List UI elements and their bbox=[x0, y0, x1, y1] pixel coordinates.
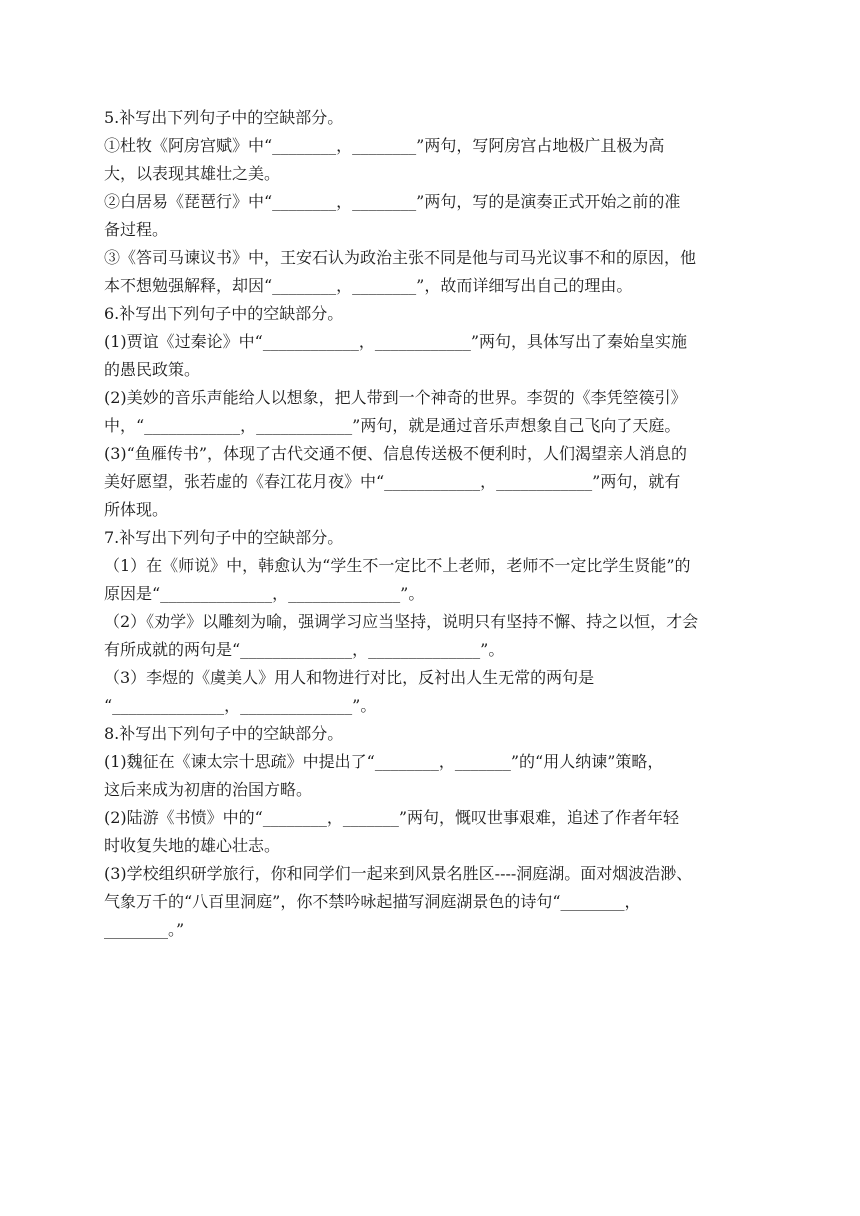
question-8-item-1-line-2: 这后来成为初唐的治国方略。 bbox=[104, 780, 313, 799]
question-6-item-2-line-1: (2)美妙的音乐声能给人以想象，把人带到一个神奇的世界。李贺的《李凭箜篌引》 bbox=[104, 388, 687, 407]
question-5-item-3-line-1: ③《答司马谏议书》中，王安石认为政治主张不同是他与司马光议事不和的原因，他 bbox=[104, 248, 697, 267]
question-8-item-2-line-1: (2)陆游《书愤》中的“________，_______”两句，慨叹世事艰难，追述了作者年轻 bbox=[104, 808, 680, 827]
question-8-heading: 8.补写出下列句子中的空缺部分。 bbox=[104, 724, 344, 743]
question-6-item-3-line-3: 所体现。 bbox=[104, 500, 169, 519]
question-6-item-1-line-2: 的愚民政策。 bbox=[104, 360, 201, 379]
question-7-heading: 7.补写出下列句子中的空缺部分。 bbox=[104, 528, 344, 547]
question-8-item-1-line-1: (1)魏征在《谏太宗十思疏》中提出了“________，_______”的“用人纳谏”策略， bbox=[104, 752, 664, 771]
document-body bbox=[104, 104, 760, 944]
question-5-item-3-line-2: 本不想勉强解释，却因“________，________”，故而详细写出自己的理由。 bbox=[104, 276, 633, 295]
question-7-item-3-line-1: （3）李煜的《虞美人》用人和物进行对比，反衬出人生无常的两句是 bbox=[104, 668, 595, 687]
question-8-item-3-line-2: 气象万千的“八百里洞庭”，你不禁吟咏起描写洞庭湖景色的诗句“________， bbox=[104, 892, 641, 911]
question-5-heading: 5.补写出下列句子中的空缺部分。 bbox=[104, 108, 344, 127]
question-6-item-3-line-1: (3)“鱼雁传书”，体现了古代交通不便、信息传送极不便利时，人们渴望亲人消息的 bbox=[104, 444, 688, 463]
question-5-item-2-line-1: ②白居易《琵琶行》中“________，________”两句，写的是演奏正式开始之前的准 bbox=[104, 192, 681, 211]
question-8-item-2-line-2: 时收复失地的雄心壮志。 bbox=[104, 836, 281, 855]
question-7-item-2-line-2: 有所成就的两句是“______________，______________”。 bbox=[104, 640, 505, 659]
question-8-item-3-line-1: (3)学校组织研学旅行，你和同学们一起来到风景名胜区----洞庭湖。面对烟波浩渺、 bbox=[104, 864, 693, 883]
question-7-item-2-line-1: （2）《劝学》以雕刻为喻，强调学习应当坚持，说明只有坚持不懈、持之以恒，才会 bbox=[104, 612, 699, 631]
question-5-item-2-line-2: 备过程。 bbox=[104, 220, 169, 239]
question-6-item-3-line-2: 美好愿望，张若虚的《春江花月夜》中“____________，____________”两句，就有 bbox=[104, 472, 681, 491]
question-6-item-2-line-2: 中，“____________，____________”两句，就是通过音乐声想象自己飞向了天庭。 bbox=[104, 416, 681, 435]
question-7-item-1-line-2: 原因是“______________，______________”。 bbox=[104, 584, 425, 603]
question-7-item-3-line-2: “______________，______________”。 bbox=[104, 696, 377, 715]
question-5-item-1-line-2: 大，以表现其雄壮之美。 bbox=[104, 164, 281, 183]
question-5-item-1-line-1: ①杜牧《阿房宫赋》中“________，________”两句，写阿房宫占地极广且极为高 bbox=[104, 136, 665, 155]
question-6-item-1-line-1: (1)贾谊《过秦论》中“____________，____________”两句，具体写出了秦始皇实施 bbox=[104, 332, 688, 351]
question-8-item-3-line-3: ________。” bbox=[104, 920, 185, 939]
question-7-item-1-line-1: （1）在《师说》中，韩愈认为“学生不一定比不上老师，老师不一定比学生贤能”的 bbox=[104, 556, 691, 575]
question-6-heading: 6.补写出下列句子中的空缺部分。 bbox=[104, 304, 344, 323]
